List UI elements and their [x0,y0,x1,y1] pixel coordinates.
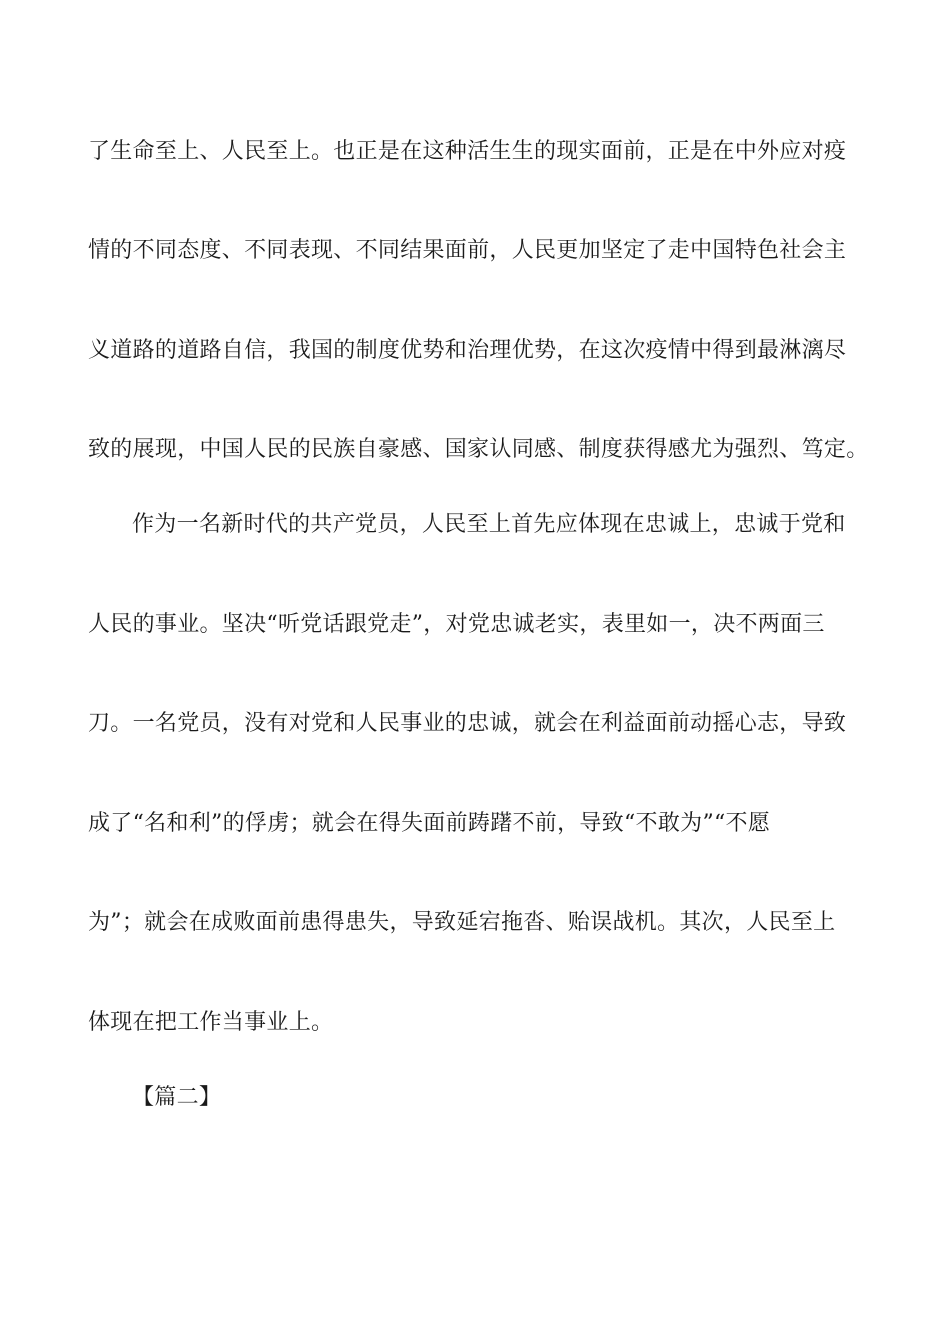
text-line-3: 义道路的道路自信，我国的制度优势和治理优势，在这次疫情中得到最淋漓尽 [88,338,847,363]
text-line-8: 成了“名和利”的俘虏；就会在得失面前踌躇不前，导致“不敢为”“不愿 [88,811,771,836]
paragraph-start-line: 作为一名新时代的共产党员，人民至上首先应体现在忠诚上，忠诚于党和 [132,512,846,537]
section-heading: 【篇二】 [132,1085,222,1110]
text-line-7: 刀。一名党员，没有对党和人民事业的忠诚，就会在利益面前动摇心志，导致 [88,711,847,736]
text-line-10: 体现在把工作当事业上。 [88,1010,334,1035]
text-line-6: 人民的事业。坚决“听党话跟党走”，对党忠诚老实，表里如一，决不两面三 [88,612,825,637]
text-line-9: 为”；就会在成败面前患得患失，导致延宕拖沓、贻误战机。其次，人民至上 [88,910,836,935]
text-line-4: 致的展现，中国人民的民族自豪感、国家认同感、制度获得感尤为强烈、笃定。 [88,437,869,462]
text-line-1: 了生命至上、人民至上。也正是在这种活生生的现实面前，正是在中外应对疫 [88,139,847,164]
text-line-2: 情的不同态度、不同表现、不同结果面前，人民更加坚定了走中国特色社会主 [88,238,847,263]
